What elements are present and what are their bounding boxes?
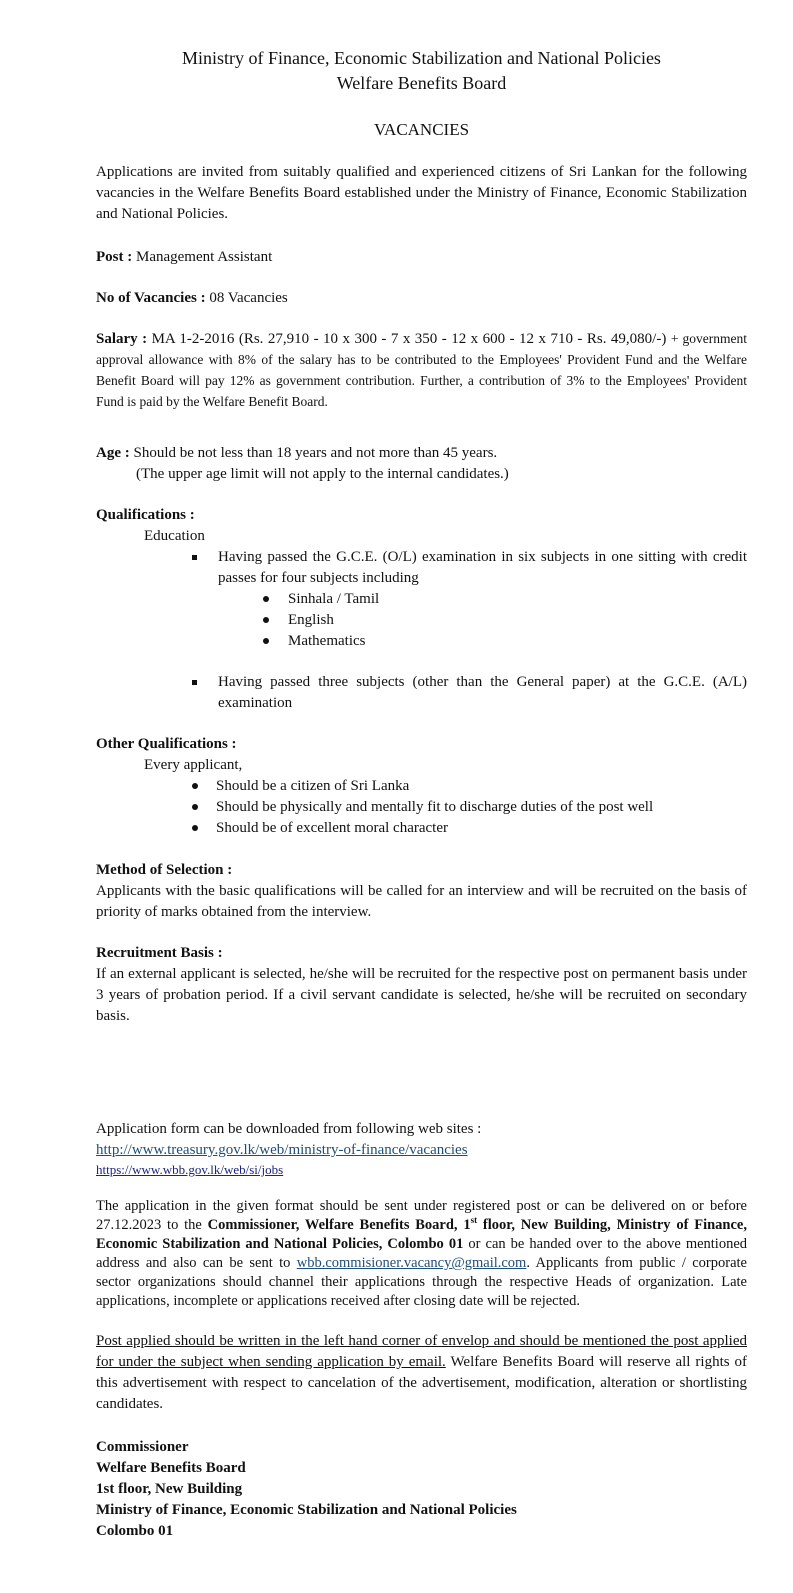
list-item-text: Should be of excellent moral character	[216, 820, 448, 836]
age-note: (The upper age limit will not apply to the internal candidates.)	[136, 466, 509, 482]
salary-label: Salary :	[96, 331, 148, 347]
ministry-name: Ministry of Finance, Economic Stabilization and National Policies	[182, 48, 661, 68]
other-qualifications-heading: Other Qualifications :	[96, 736, 237, 752]
selection-heading: Method of Selection :	[96, 862, 233, 878]
age-value: Should be not less than 18 years and not more than 45 years.	[133, 445, 498, 461]
vacancies-value: 08 Vacancies	[209, 290, 288, 306]
subject-text: Sinhala / Tamil	[288, 591, 380, 607]
vacancies-line	[96, 288, 747, 309]
signature-block	[96, 1437, 747, 1542]
other-qualifications-list	[96, 776, 747, 839]
list-item-text: Should be a citizen of Sri Lanka	[216, 778, 410, 794]
subject-text: English	[288, 612, 334, 628]
qualifications-heading: Qualifications :	[96, 507, 195, 523]
salary-scale: MA 1-2-2016 (Rs. 27,910 - 10 x 300 - 7 x 350 - 12 x 600 - 12 x 710 - Rs. 49,080/-)	[151, 331, 667, 347]
download-link-line-2	[96, 1161, 747, 1179]
application-sup: st	[470, 1215, 478, 1226]
age-line	[96, 443, 747, 464]
salary-details: + government approval allowance with 8% of the salary has to be contributed to the Employees' Provident Fund and the Welfare Benefit Board will pay 12% as government contribution. Further, a contribution of 3% to the Employees' Provident Fund is paid by the Welfare Benefit Board.	[96, 331, 747, 409]
subject-item	[96, 631, 747, 652]
list-item	[96, 818, 747, 839]
list-item-text: Should be physically and mentally fit to discharge duties of the post well	[216, 799, 654, 815]
square-bullet-icon	[192, 555, 197, 560]
education-subheading: Education	[144, 528, 205, 544]
education-item-text: Having passed three subjects (other than the General paper) at the G.C.E. (A/L) examination	[218, 674, 747, 711]
signature-line: Ministry of Finance, Economic Stabilization and National Policies	[96, 1502, 517, 1518]
notice-underlined: Post applied should be written in the left hand corner of envelop and should be mentioned the post applied for under the subject when sending application by email.	[96, 1333, 747, 1370]
subject-text: Mathematics	[288, 633, 366, 649]
treasury-link[interactable]: http://www.treasury.gov.lk/web/ministry-of-finance/vacancies	[96, 1142, 468, 1158]
board-name: Welfare Benefits Board	[336, 73, 507, 93]
bullet-icon	[263, 596, 269, 602]
education-item	[96, 547, 747, 589]
application-text-1: The application in the given format should be sent under registered post or can be delivered on or before 27.12.2023 to the	[96, 1198, 747, 1233]
intro-paragraph: Applications are invited from suitably qualified and experienced citizens of Sri Lankan for the following vacancies in the Welfare Benefits Board established under the Ministry of Finance, Economic Stabilization and National Policies.	[96, 164, 747, 222]
subject-item	[96, 610, 747, 631]
application-paragraph	[96, 1197, 747, 1311]
vacancies-label: No of Vacancies :	[96, 290, 206, 306]
bullet-icon	[263, 617, 269, 623]
recruitment-heading: Recruitment Basis :	[96, 945, 223, 961]
education-item-text: Having passed the G.C.E. (O/L) examination in six subjects in one sitting with credit passes for four subjects including	[218, 549, 747, 586]
education-item	[96, 672, 747, 714]
application-address-2: floor, New Building, Ministry of Finance, Economic Stabilization and National Policies, Colombo 01	[96, 1217, 747, 1252]
salary-paragraph	[96, 329, 747, 413]
download-text: Application form can be downloaded from following web sites :	[96, 1121, 482, 1137]
signature-line: Welfare Benefits Board	[96, 1460, 246, 1476]
page-title: VACANCIES	[373, 120, 470, 139]
bullet-icon	[192, 804, 198, 810]
education-list	[96, 547, 747, 589]
list-item	[96, 776, 747, 797]
application-address-1: Commissioner, Welfare Benefits Board, 1	[207, 1217, 471, 1233]
subject-list	[96, 589, 747, 652]
education-list-2	[96, 672, 747, 714]
application-text-2: or can be handed over to the above mentioned address and also can be sent to	[96, 1236, 748, 1271]
download-link-line-1	[96, 1140, 747, 1161]
notice-paragraph	[96, 1331, 747, 1415]
application-text-3: . Applicants from public / corporate sector organizations should channel their applications through the respective Heads of organization. Late applications, incomplete or applications received after closing date will be rejected.	[96, 1255, 747, 1309]
bullet-icon	[263, 638, 269, 644]
age-label: Age :	[96, 445, 130, 461]
list-item	[96, 797, 747, 818]
notice-rest: Welfare Benefits Board will reserve all rights of this advertisement with respect to cancelation of the advertisement, modification, alteration or shortlisting candidates.	[96, 1354, 747, 1412]
post-label: Post :	[96, 249, 133, 265]
document-content	[96, 46, 747, 1542]
other-qualifications-intro: Every applicant,	[144, 757, 243, 773]
square-bullet-icon	[192, 680, 197, 685]
recruitment-text: If an external applicant is selected, he/she will be recruited for the respective post on permanent basis under 3 years of probation period. If a civil servant candidate is selected, he/she will be recruited on secondary basis.	[96, 966, 747, 1024]
signature-line: 1st floor, New Building	[96, 1481, 243, 1497]
post-value: Management Assistant	[136, 249, 273, 265]
signature-line: Colombo 01	[96, 1523, 174, 1539]
signature-line: Commissioner	[96, 1439, 189, 1455]
bullet-icon	[192, 783, 198, 789]
email-link[interactable]: wbb.commisioner.vacancy@gmail.com	[296, 1255, 527, 1271]
selection-text: Applicants with the basic qualifications will be called for an interview and will be recruited on the basis of priority of marks obtained from the interview.	[96, 883, 747, 920]
post-line	[96, 247, 747, 268]
wbb-link[interactable]: https://www.wbb.gov.lk/web/si/jobs	[96, 1162, 284, 1177]
subject-item	[96, 589, 747, 610]
bullet-icon	[192, 825, 198, 831]
